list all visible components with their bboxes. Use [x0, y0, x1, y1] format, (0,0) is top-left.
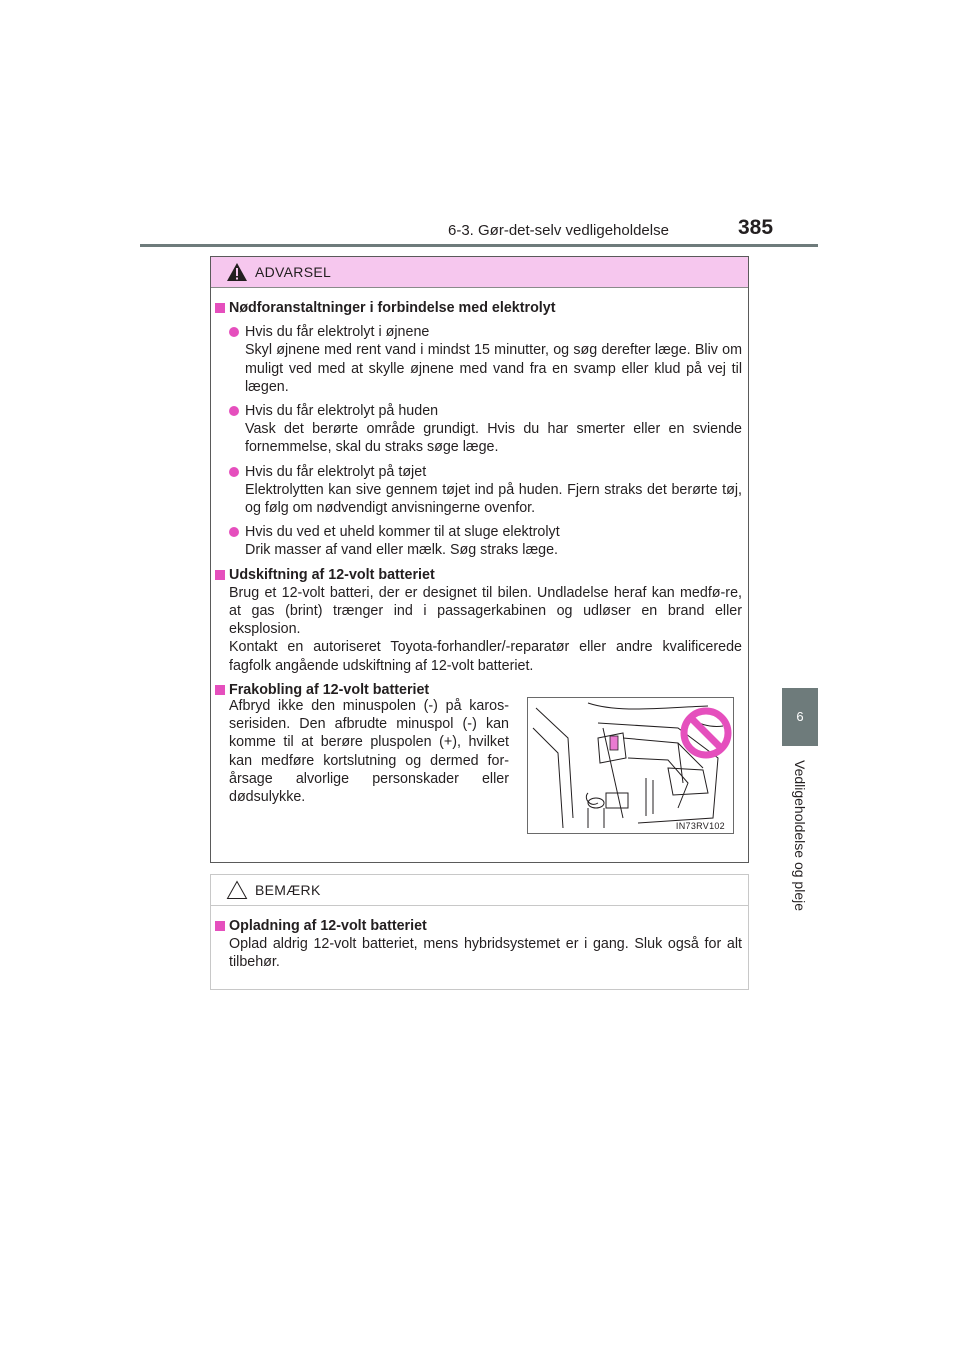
- paragraph: Kontakt en autoriseret Toyota-forhandler/-reparatør eller andre kvalificerede fagfolk angående udskiftning af 12-volt batteriet.: [229, 639, 742, 674]
- header-rule: [140, 244, 818, 247]
- section-heading: Nødforanstaltninger i forbindelse med elektrolyt: [215, 299, 742, 317]
- list-item: Hvis du ved et uheld kommer til at sluge elektrolyt Drik masser af vand eller mælk. Søg straks læge.: [215, 523, 742, 559]
- note-box: [210, 874, 749, 990]
- warning-box: [210, 256, 749, 863]
- note-header: [211, 875, 748, 906]
- list-item: Hvis du får elektrolyt på huden Vask det berørte område grundigt. Hvis du har smerter eller en sviende fornemmelse, skal du straks søge læge.: [215, 402, 742, 457]
- warning-label: ADVARSEL: [255, 264, 332, 280]
- warning-icon: [226, 262, 248, 282]
- note-content: [215, 917, 742, 972]
- chapter-side-label: [760, 760, 840, 960]
- paragraph: Brug et 12-volt batteri, der er designet til bilen. Undladelse heraf kan medfø-re, at gas (brint) trænger ind i passagerkabinen og udløser en brand eller eksplosion.: [229, 584, 742, 638]
- note-label: BEMÆRK: [255, 882, 321, 898]
- warning-header: [211, 257, 748, 288]
- warning-content: [215, 299, 742, 699]
- list-item: Hvis du får elektrolyt på tøjet Elektrolytten kan sive gennem tøjet ind på huden. Fjern straks det berørte tøj, og følg om nødvendigt anvisningerne ovenfor.: [215, 463, 742, 518]
- section-heading: Udskiftning af 12-volt batteriet: [215, 566, 742, 584]
- battery-drawing: [528, 698, 733, 833]
- section-title: 6-3. Gør-det-selv vedligeholdelse: [448, 222, 669, 239]
- paragraph: Oplad aldrig 12-volt batteriet, mens hybridsystemet er i gang. Sluk også for alt tilbehør.: [229, 936, 742, 971]
- list-item: Hvis du får elektrolyt i øjnene Skyl øjnene med rent vand i mindst 15 minutter, og søg derefter læge. Bliv om muligt ved med at skylle øjnene med vand fra en svamp eller klud på vej til lægen.: [215, 323, 742, 396]
- figure-code: IN73RV102: [675, 821, 725, 831]
- battery-illustration: [527, 697, 734, 834]
- section-heading: Opladning af 12-volt batteriet: [215, 917, 742, 935]
- caution-icon: [226, 880, 248, 900]
- chapter-tab[interactable]: 6: [782, 688, 818, 746]
- section-heading: Frakobling af 12-volt batteriet: [215, 681, 742, 699]
- chapter-title: Vedligeholdelse og pleje: [792, 760, 808, 912]
- disconnect-text: Afbryd ikke den minuspolen (-) på karos-serisiden. Den afbrudte minuspol (-) kan komme til at berøre pluspolen (+), hvilket kan medføre kortslutning og dermed for-årsage alvorlige personskader eller dødsulykke.: [229, 698, 509, 806]
- page-number: 385: [738, 216, 774, 239]
